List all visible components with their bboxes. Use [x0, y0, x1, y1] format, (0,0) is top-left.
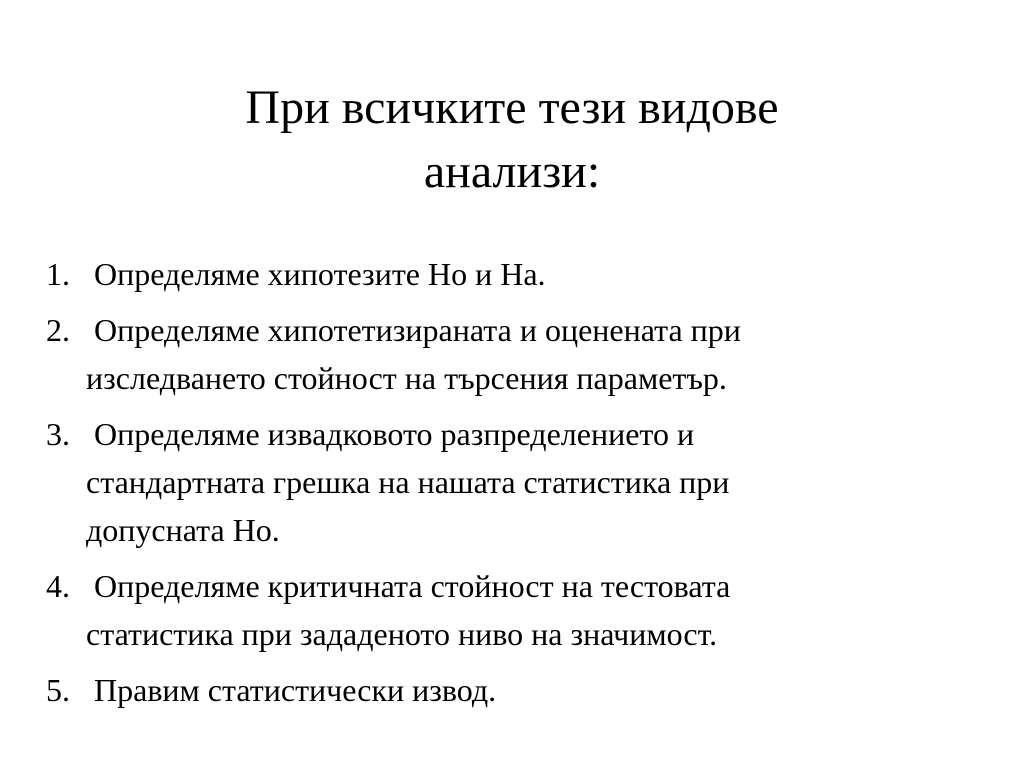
- list-item-text: [86, 410, 966, 554]
- list-item: [46, 250, 966, 298]
- list-item-text: [86, 250, 966, 298]
- slide-title-line-2: анализи:: [423, 145, 601, 198]
- steps-list: [46, 250, 966, 722]
- list-item-text: [86, 666, 966, 714]
- list-item-number: 2.: [46, 312, 70, 348]
- list-item: [46, 410, 966, 554]
- list-item-text: [86, 306, 966, 402]
- list-item: [46, 666, 966, 714]
- list-item-number: 3.: [46, 416, 70, 452]
- list-item: [46, 306, 966, 402]
- list-item-number: 4.: [46, 568, 70, 604]
- list-item: [46, 562, 966, 658]
- list-item-line: статистика при зададеното ниво на значимост.: [86, 616, 718, 652]
- list-item-line: Определяме критичната стойност на тестовата: [94, 568, 731, 604]
- list-item-number: 1.: [46, 256, 70, 292]
- list-item-number: 5.: [46, 672, 70, 708]
- list-item-line: Определяме хипотетизираната и оценената при: [94, 312, 741, 348]
- list-item-text: [86, 562, 966, 658]
- slide-title: [150, 76, 874, 204]
- list-item-line: Правим статистически извод.: [94, 672, 497, 708]
- list-item-line: допусната Ho.: [86, 512, 280, 548]
- slide-title-line-1: При всичките тези видове: [245, 81, 779, 134]
- list-item-line: Определяме извадковото разпределението и: [94, 416, 695, 452]
- list-item-line: изследването стойност на търсения параметър.: [86, 360, 727, 396]
- list-item-line: Определяме хипотезите Ho и Ha.: [94, 256, 546, 292]
- list-item-line: стандартната грешка на нашата статистика при: [86, 464, 730, 500]
